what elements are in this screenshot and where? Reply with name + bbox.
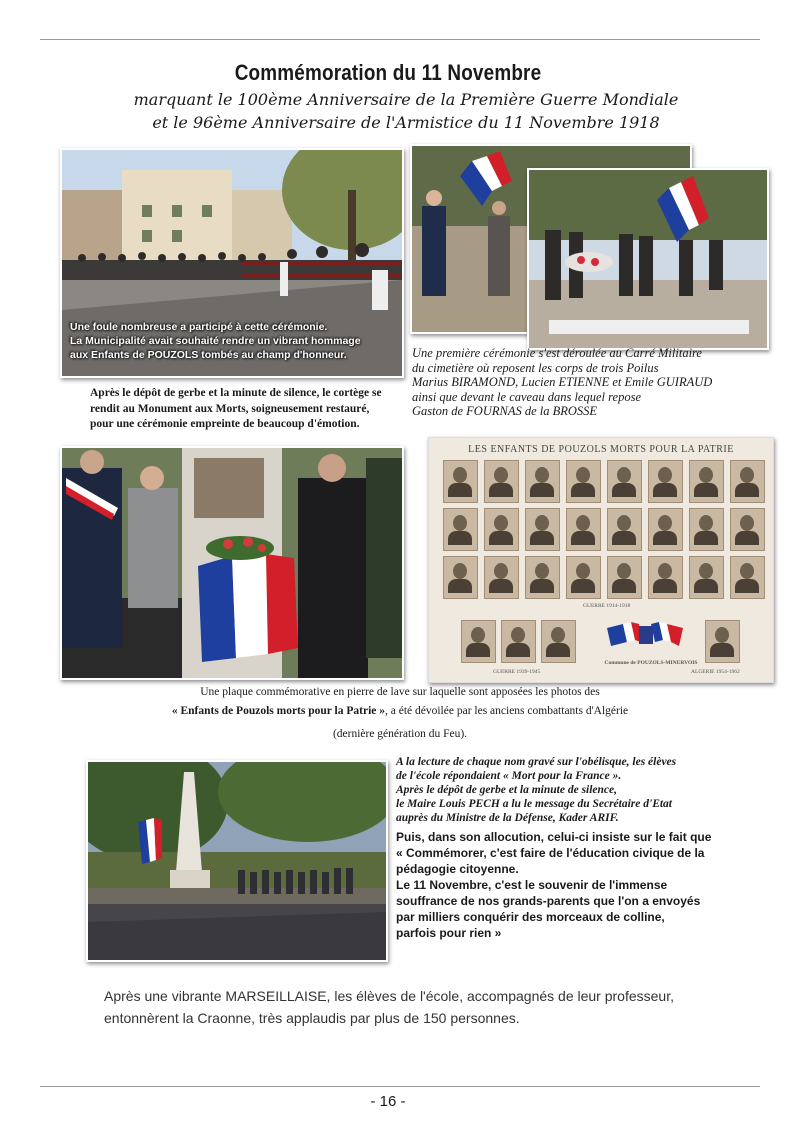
ww1-portrait	[566, 460, 601, 503]
closing-paragraph	[104, 985, 764, 1029]
plaque-caption-bold: « Enfants de Pouzols morts pour la Patrie »	[171, 705, 385, 717]
crowd-caption-line-2: La Municipalité avait souhaité rendre un vibrant hommage	[70, 335, 361, 347]
ww1-portrait	[607, 556, 642, 599]
ww1-portrait	[443, 556, 478, 599]
ceremony-story	[396, 755, 766, 941]
crowd-photo-caption	[70, 320, 400, 362]
story-bold-3: pédagogie citoyenne.	[396, 862, 519, 876]
ww1-portrait	[730, 508, 765, 551]
page-title: Commémoration du 11 Novembre	[234, 60, 542, 85]
story-bold-7: parfois pour rien »	[396, 926, 502, 940]
ww2-portrait	[541, 620, 576, 663]
subtitle-line-1: marquant le 100ème Anniversaire de la Première Guerre Mondiale	[133, 90, 679, 109]
plaque-ww2-label: GUERRE 1939-1945	[493, 669, 541, 675]
procession-caption-line-2: rendit au Monument aux Morts, soigneusement restauré,	[90, 402, 370, 415]
procession-caption	[90, 386, 410, 433]
ww1-portrait	[525, 508, 560, 551]
page-number: - 16 -	[370, 1093, 406, 1110]
ww1-portrait	[689, 508, 724, 551]
ww1-portrait	[730, 556, 765, 599]
crowd-photo	[60, 148, 404, 378]
story-italic-4: le Maire Louis PECH a lu le message du Secrétaire d'Etat	[396, 798, 672, 810]
story-italic-1: A la lecture de chaque nom gravé sur l'obélisque, les élèves	[396, 756, 677, 768]
cemetery-caption-line-3: Marius BIRAMOND, Lucien ETIENNE et Emile GUIRAUD	[412, 375, 713, 389]
ww1-portrait	[607, 508, 642, 551]
ww1-portrait	[484, 460, 519, 503]
ww1-portrait	[566, 508, 601, 551]
ww1-portrait	[730, 460, 765, 503]
story-bold-4: Le 11 Novembre, c'est le souvenir de l'immense	[396, 878, 668, 892]
ww1-portrait	[648, 556, 683, 599]
ww2-portrait	[461, 620, 496, 663]
ww1-portrait	[484, 508, 519, 551]
plaque-algeria-label: ALGERIE 1954-1962	[691, 669, 740, 675]
plaque-commune-label: Commune de POUZOLS-MINERVOIS	[604, 660, 698, 666]
story-bold-5: souffrance de nos grands-parents que l'on a envoyés	[396, 894, 701, 908]
ww1-portrait	[484, 556, 519, 599]
plaque-caption	[60, 683, 740, 744]
crowd-caption-line-1: Une foule nombreuse a participé à cette cérémonie.	[70, 321, 328, 333]
closing-line-1: Après une vibrante MARSEILLAISE, les élèves de l'école, accompagnés de leur professeur,	[104, 988, 674, 1004]
ww1-portrait	[566, 556, 601, 599]
story-italic-5: auprès du Ministre de la Défense, Kader ARIF.	[396, 812, 619, 824]
unveiling-photo	[60, 446, 404, 680]
plaque-caption-rest: , a été dévoilée par les anciens combattants d'Algérie	[385, 705, 629, 717]
story-italic-2: de l'école répondaient « Mort pour la France ».	[396, 770, 622, 782]
plaque-ww1-label: GUERRE 1914-1918	[583, 603, 631, 609]
ww2-portrait	[501, 620, 536, 663]
plaque-title: LES ENFANTS DE POUZOLS MORTS POUR LA PATRIE	[468, 444, 734, 455]
ww1-portrait	[443, 508, 478, 551]
cemetery-caption-line-4: ainsi que devant le caveau dans lequel repose	[412, 389, 641, 404]
plaque-caption-line-2	[60, 702, 740, 721]
procession-caption-line-3: pour une cérémonie empreinte de beaucoup d'émotion.	[90, 418, 360, 430]
story-bold-6: par milliers conquérir des morceaux de colline,	[396, 910, 665, 924]
memorial-plaque	[428, 437, 774, 683]
ww1-portrait	[607, 460, 642, 503]
subtitle-line-2: et le 96ème Anniversaire de l'Armistice du 11 Novembre 1918	[152, 113, 660, 132]
crowd-caption-line-3: aux Enfants de POUZOLS tombés au champ d'honneur.	[70, 349, 347, 361]
algeria-portrait	[705, 620, 740, 663]
obelisk-photo	[86, 760, 388, 962]
ww1-portrait	[648, 508, 683, 551]
ww1-portrait	[689, 556, 724, 599]
commune-crest	[605, 620, 685, 656]
top-rule	[40, 39, 760, 40]
ww1-portrait	[525, 556, 560, 599]
ww1-portrait	[443, 460, 478, 503]
cemetery-caption-line-2: du cimetière où reposent les corps de trois Poilus	[412, 360, 659, 375]
procession-caption-line-1: Après le dépôt de gerbe et la minute de silence, le cortège se	[90, 387, 382, 399]
ww1-portrait	[648, 460, 683, 503]
war-graves-photo	[527, 168, 769, 350]
plaque-caption-line-3: (dernière génération du Feu).	[332, 728, 468, 740]
story-bold-block	[396, 829, 766, 941]
story-italic-3: Après le dépôt de gerbe et la minute de silence,	[396, 784, 618, 796]
cemetery-caption-line-1: Une première cérémonie s'est déroulée au Carré Militaire	[412, 346, 702, 360]
bottom-rule	[40, 1086, 760, 1087]
closing-line-2: entonnèrent la Craonne, très applaudis par plus de 150 personnes.	[104, 1010, 520, 1026]
cemetery-caption-line-5: Gaston de FOURNAS de la BROSSE	[412, 404, 598, 418]
story-bold-2: « Commémorer, c'est faire de l'éducation civique de la	[396, 846, 705, 860]
ww1-portrait	[689, 460, 724, 503]
ww1-portrait	[525, 460, 560, 503]
story-bold-1: Puis, dans son allocution, celui-ci insiste sur le fait que	[396, 830, 712, 844]
cemetery-caption	[412, 346, 762, 419]
plaque-caption-line-1: Une plaque commémorative en pierre de lave sur laquelle sont apposées les photos des	[200, 686, 600, 698]
